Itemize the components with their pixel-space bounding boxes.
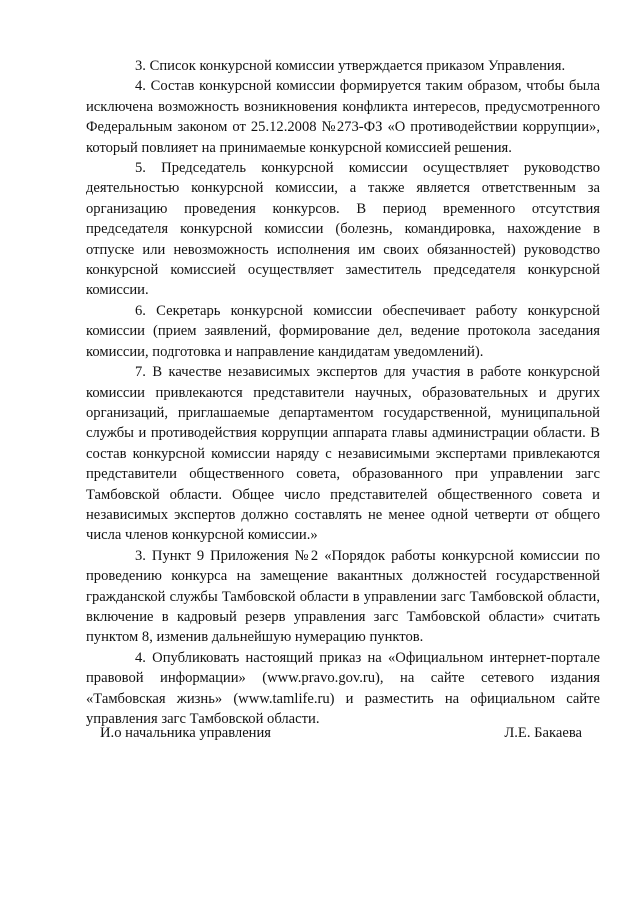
signatory-name: Л.Е. Бакаева [504,725,582,741]
paragraph-4: 6. Секретарь конкурсной комиссии обеспечивает работу конкурсной комиссии (прием заявлений, формирование дел, ведение протокола заседания комиссии, подготовка и направление кандидатам уведомлений). [86,302,600,360]
paragraph-5: 7. В качестве независимых экспертов для участия в работе конкурсной комиссии привлекаются представители научных, образовательных и других организаций, приглашаемые департаментом государственной, муниципальной службы и противодействия коррупции аппарата главы администрации области. В состав конкурсной комиссии наряду с независимыми экспертами привлекаются представители общественного совета, образованного при управлении загс Тамбовской области. Общее число представителей общественного совета и независимых экспертов должно составлять не менее одной четверти от общего числа членов конкурсной комиссии.» [86,364,600,544]
signature-block [100,725,582,742]
paragraph-2: 4. Состав конкурсной комиссии формируется таким образом, чтобы была исключена возможность возникновения конфликта интересов, предусмотренного Федеральным законом от 25.12.2008 №273-ФЗ «О противодействии коррупции», который повлияет на принимаемые конкурсной комиссией решения. [86,78,600,156]
signatory-position: И.о начальника управления [100,725,272,741]
document-body [86,56,600,729]
paragraph-7: 4. Опубликовать настоящий приказ на «Официальном интернет-портале правовой информации» (www.pravo.gov.ru), на сайте сетевого издания «Тамбовская жизнь» (www.tamlife.ru) и разместить на официальном сайте управления загс Тамбовской области. [86,649,600,727]
paragraph-6: 3. Пункт 9 Приложения №2 «Порядок работы конкурсной комиссии по проведению конкурса на замещение вакантных должностей государственной гражданской службы Тамбовской области в управлении загс Тамбовской области, включение в кадровый резерв управления загс Тамбовской области» считать пунктом 8, изменив дальнейшую нумерацию пунктов. [86,547,600,646]
paragraph-3: 5. Председатель конкурсной комиссии осуществляет руководство деятельностью конкурсной комиссии, а также является ответственным за организацию проведения конкурсов. В период временного отсутствия председателя конкурсной комиссии (болезнь, командировка, нахождение в отпуске или невозможность исполнения им своих обязанностей) руководство конкурсной комиссией осуществляет заместитель председателя конкурсной комиссии. [86,160,600,299]
paragraph-1: 3. Список конкурсной комиссии утверждается приказом Управления. [135,58,566,74]
